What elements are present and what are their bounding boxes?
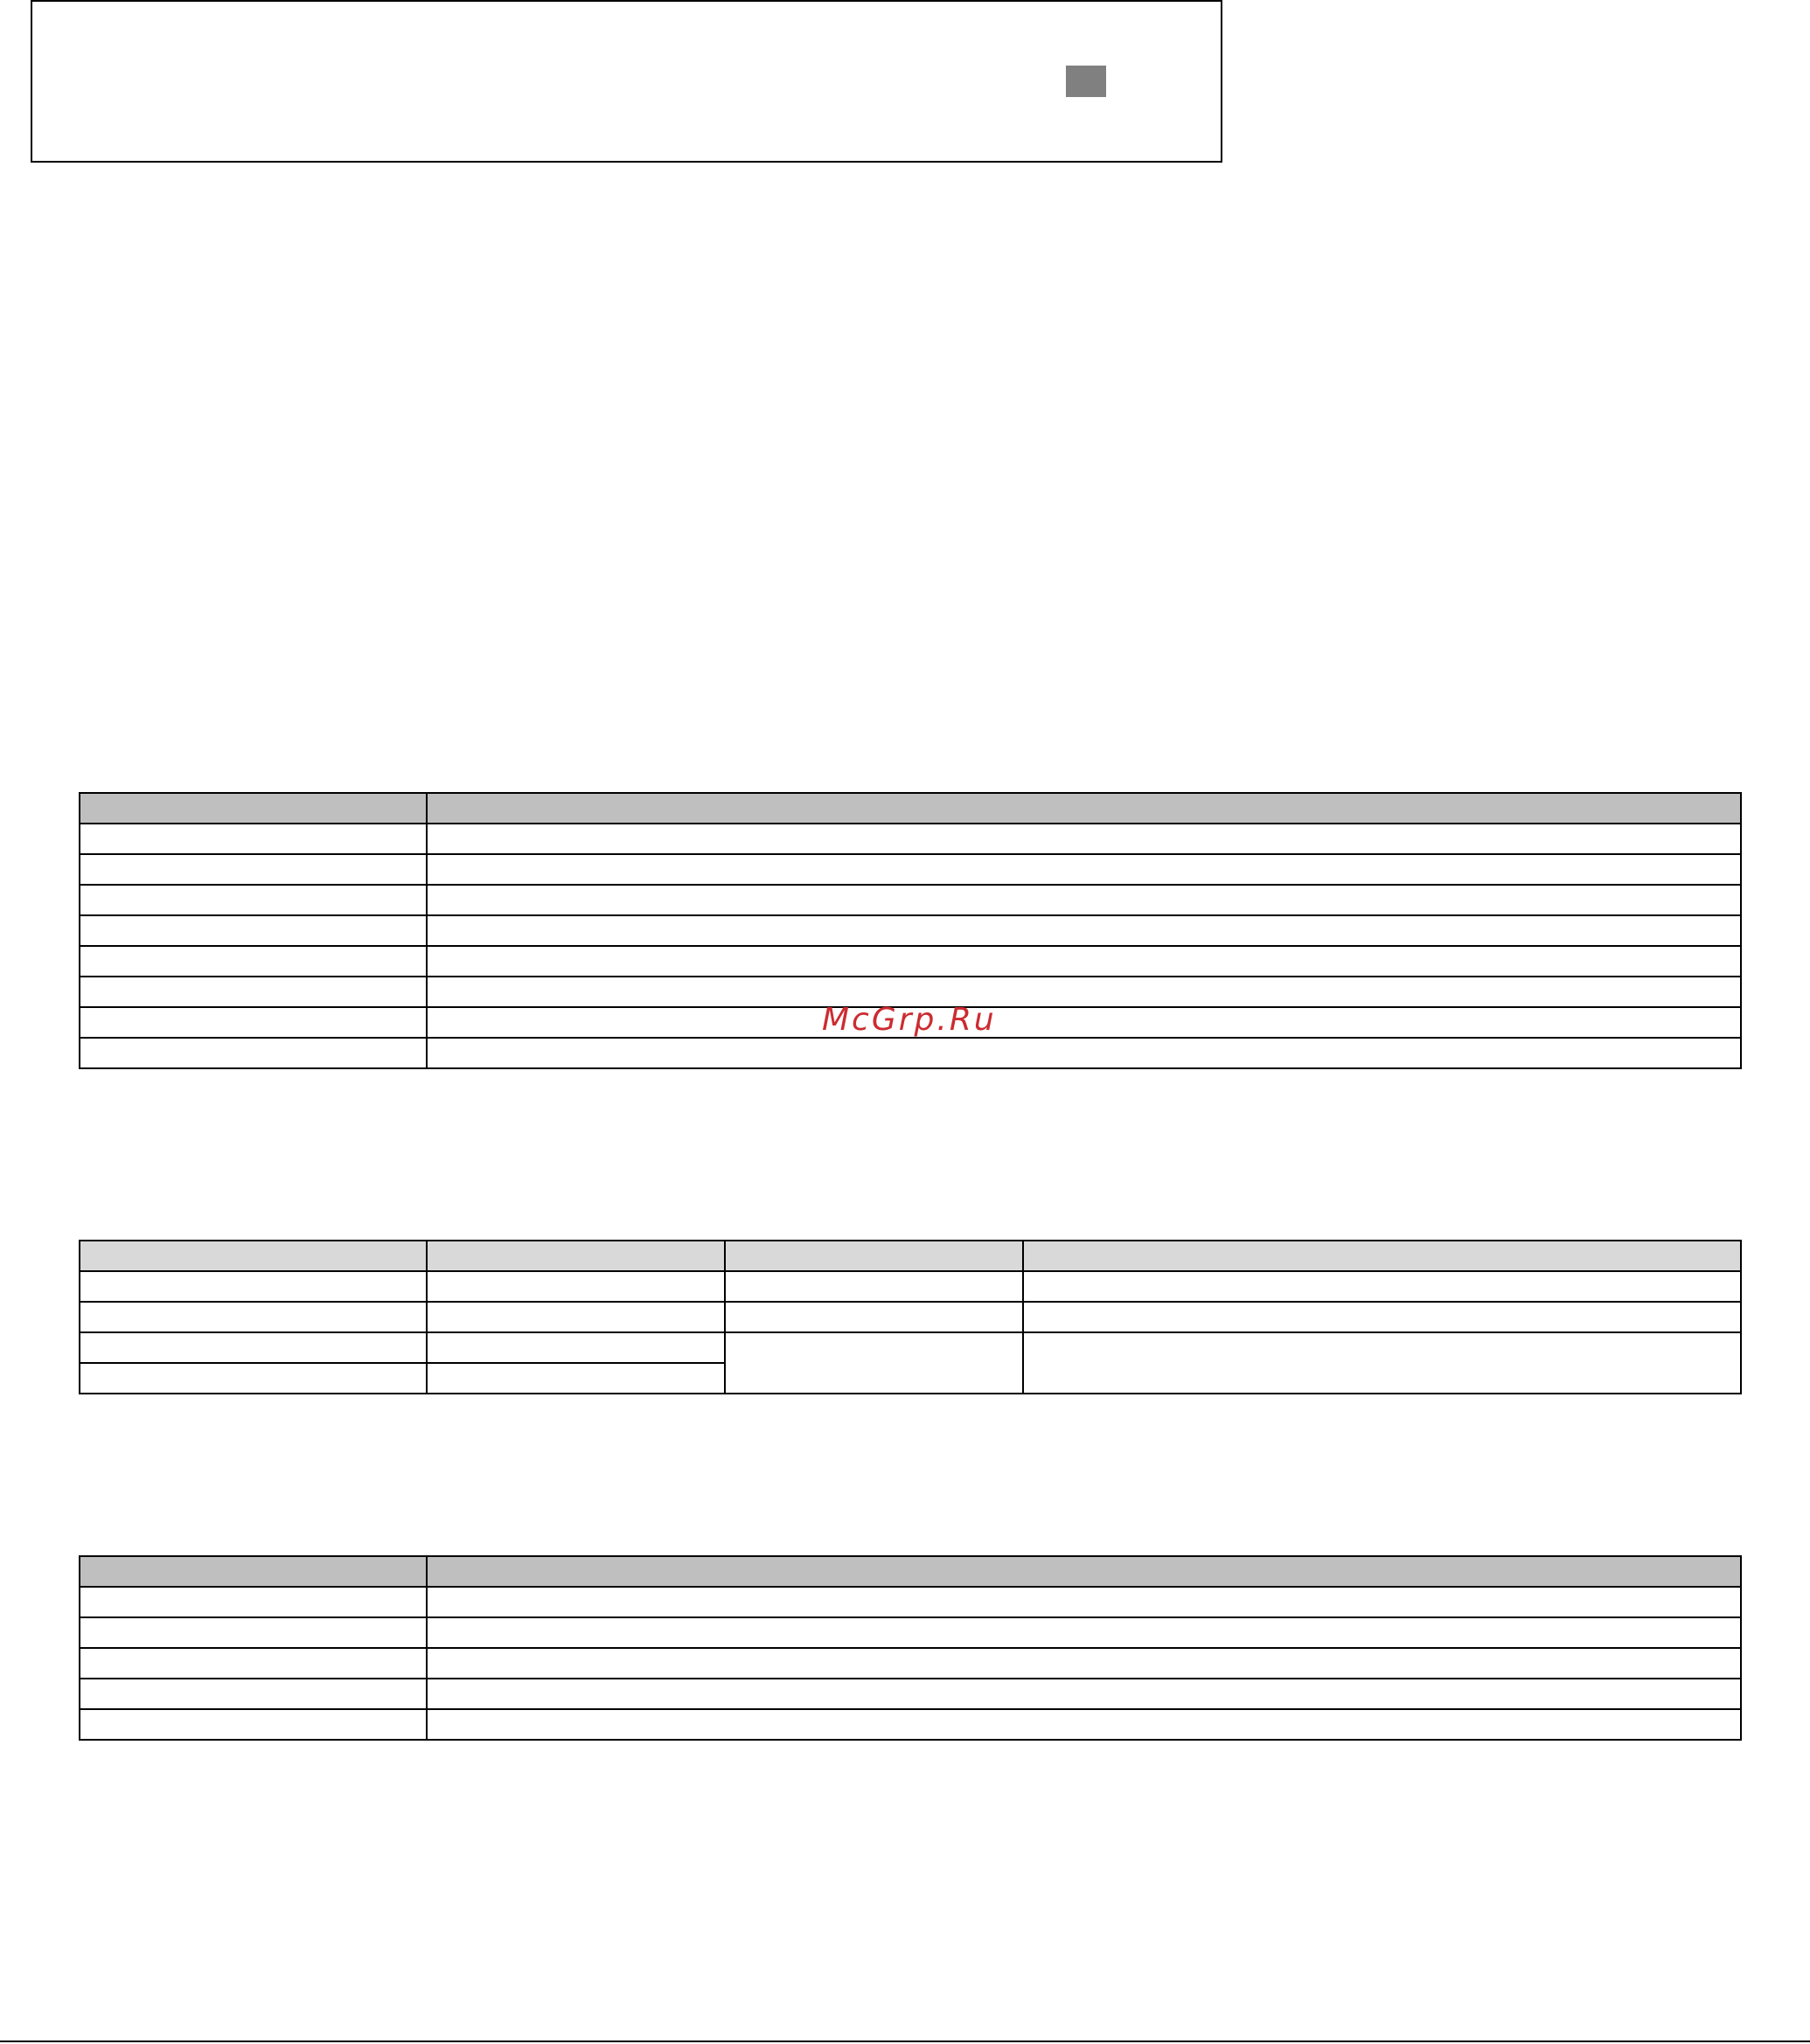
table-cell — [80, 824, 427, 854]
table-header-cell — [427, 793, 1741, 824]
table-merged-cell — [1023, 1332, 1741, 1394]
table-row — [80, 885, 1741, 915]
table-cell — [427, 1709, 1741, 1740]
table-header-cell — [725, 1241, 1023, 1271]
header-gray-swatch — [1066, 66, 1106, 97]
table-cell — [427, 977, 1741, 1007]
table-cell — [80, 1709, 427, 1740]
table-cell — [80, 1679, 427, 1709]
table-cell — [725, 1302, 1023, 1332]
table-cell — [427, 1038, 1741, 1068]
header-top-rule — [31, 0, 1222, 2]
table-cell — [80, 1363, 427, 1394]
table-header-cell — [80, 1556, 427, 1587]
table-cell — [427, 946, 1741, 977]
table-header-cell — [1023, 1241, 1741, 1271]
table-cell — [80, 1587, 427, 1617]
table-cell — [80, 1332, 427, 1363]
table-row — [80, 854, 1741, 885]
table-cell — [80, 1038, 427, 1068]
table-cell — [80, 885, 427, 915]
table-cell — [725, 1271, 1023, 1302]
table-cell — [427, 915, 1741, 946]
table-row — [80, 1617, 1741, 1648]
table-cell — [1023, 1302, 1741, 1332]
table-cell — [427, 854, 1741, 885]
table-cell — [427, 1302, 725, 1332]
table-cell — [427, 1648, 1741, 1679]
table-header-cell — [427, 1241, 725, 1271]
table-row — [80, 1332, 1741, 1363]
spec-table-2 — [79, 1240, 1742, 1394]
table-header-cell — [80, 793, 427, 824]
table-cell — [427, 1007, 1741, 1038]
table-row — [80, 824, 1741, 854]
watermark-text: McGrp.Ru — [822, 1002, 997, 1038]
table-cell — [80, 915, 427, 946]
table-row — [80, 1679, 1741, 1709]
footer-rule — [0, 2041, 1810, 2042]
table-cell — [427, 1617, 1741, 1648]
table-cell — [427, 1587, 1741, 1617]
table-header-cell — [427, 1556, 1741, 1587]
table-row — [80, 1302, 1741, 1332]
table-header-row — [80, 793, 1741, 824]
table-merged-cell — [725, 1332, 1023, 1394]
table-cell — [80, 1648, 427, 1679]
table-cell — [427, 1271, 725, 1302]
table-cell — [80, 1271, 427, 1302]
table-cell — [427, 1332, 725, 1363]
table-row — [80, 1709, 1741, 1740]
table-cell — [427, 1679, 1741, 1709]
table-cell — [80, 977, 427, 1007]
table-header-row — [80, 1556, 1741, 1587]
table-cell — [80, 1007, 427, 1038]
table-header-cell — [80, 1241, 427, 1271]
table-cell — [80, 946, 427, 977]
table-cell — [427, 885, 1741, 915]
table-row — [80, 1587, 1741, 1617]
spec-table-3 — [79, 1555, 1742, 1741]
table-cell — [427, 824, 1741, 854]
document-header-box — [31, 0, 1222, 163]
table-cell — [1023, 1271, 1741, 1302]
table-cell — [80, 1617, 427, 1648]
table-row — [80, 915, 1741, 946]
table-cell — [80, 1302, 427, 1332]
table-row — [80, 1038, 1741, 1068]
table-header-row — [80, 1241, 1741, 1271]
table-cell — [427, 1363, 725, 1394]
table-row — [80, 1648, 1741, 1679]
table-row — [80, 946, 1741, 977]
table-cell — [80, 854, 427, 885]
table-row — [80, 1271, 1741, 1302]
